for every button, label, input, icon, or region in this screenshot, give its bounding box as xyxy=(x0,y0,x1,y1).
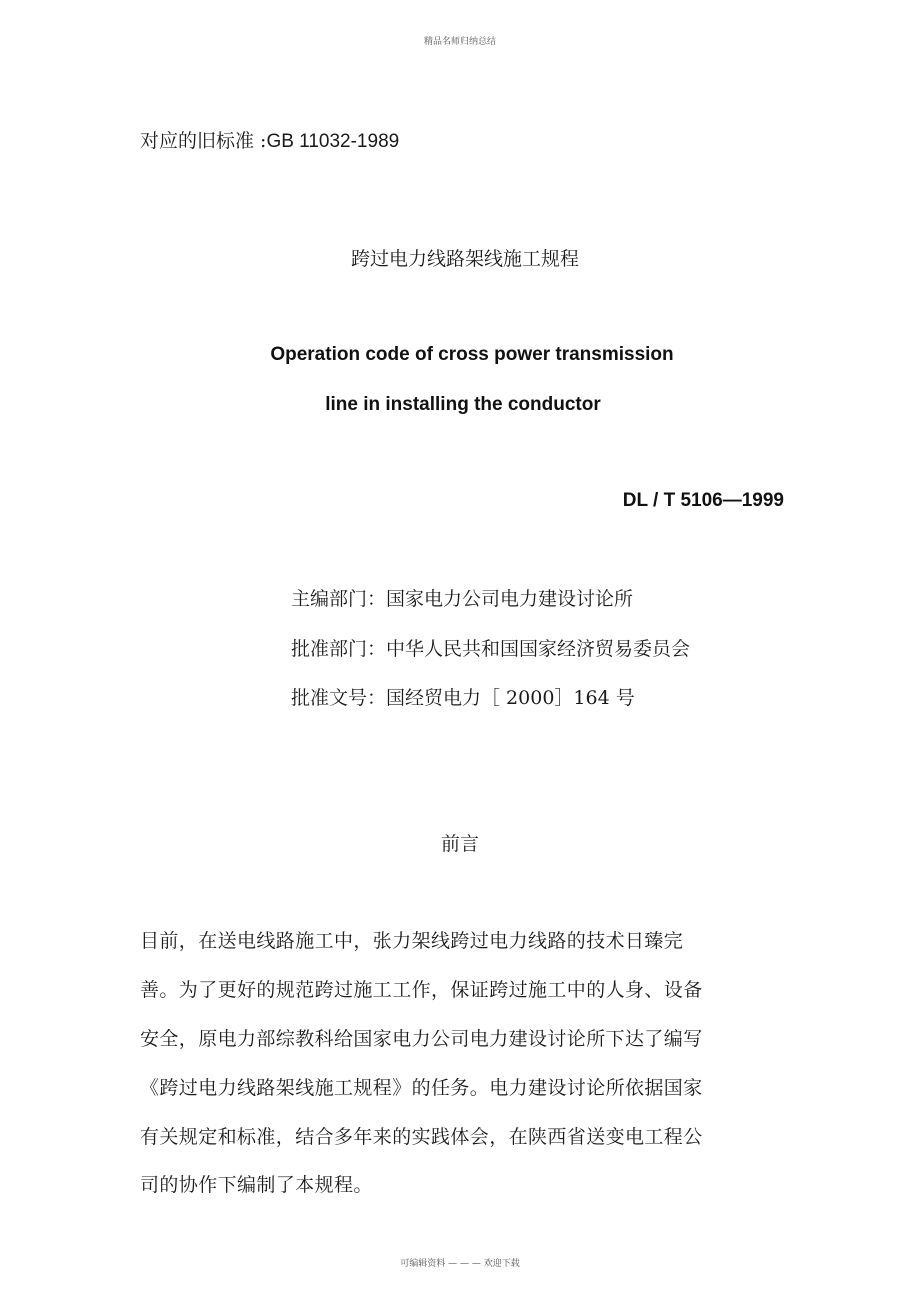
old-standard-label: 对应的旧标准 : xyxy=(140,130,267,152)
old-standard-line xyxy=(140,126,399,153)
preface-title: 前言 xyxy=(440,833,479,855)
preface-line: 目前，在送电线路施工中，张力架线跨过电力线路的技术日臻完 xyxy=(140,930,684,952)
page-footer-note: 可编辑资料 — — — 欢迎下载 xyxy=(400,1259,520,1269)
info-approver-label: 批准部门： xyxy=(291,638,387,660)
old-standard-code: GB 11032-1989 xyxy=(266,131,400,152)
info-doc-number-value: 国经贸电力［ 2000］164 号 xyxy=(386,687,635,709)
info-editor-value: 国家电力公司电力建设讨论所 xyxy=(386,588,634,610)
info-editor-row xyxy=(291,584,633,611)
preface-line: 安全，原电力部综教科给国家电力公司电力建设讨论所下达了编写 xyxy=(140,1028,703,1050)
document-title-en-line-2: line in installing the conductor xyxy=(325,394,601,415)
info-doc-number-label: 批准文号： xyxy=(291,687,387,709)
info-editor-label: 主编部门： xyxy=(291,588,387,610)
preface-line: 《跨过电力线路架线施工规程》的任务。电力建设讨论所依据国家 xyxy=(140,1077,703,1099)
preface-line: 司的协作下编制了本规程。 xyxy=(140,1174,373,1196)
info-approver-value: 中华人民共和国国家经济贸易委员会 xyxy=(386,638,691,660)
preface-line: 善。为了更好的规范跨过施工工作，保证跨过施工中的人身、设备 xyxy=(140,979,703,1001)
page-header-note: 精品名师归纳总结 xyxy=(423,37,496,47)
info-approver-row xyxy=(291,634,690,661)
preface-line: 有关规定和标准，结合多年来的实践体会，在陕西省送变电工程公 xyxy=(140,1126,703,1148)
document-title-cn: 跨过电力线路架线施工规程 xyxy=(350,248,579,270)
info-doc-number-row xyxy=(291,683,635,710)
standard-number: DL / T 5106—1999 xyxy=(622,490,784,511)
document-title-en-line-1: Operation code of cross power transmission xyxy=(270,344,674,365)
